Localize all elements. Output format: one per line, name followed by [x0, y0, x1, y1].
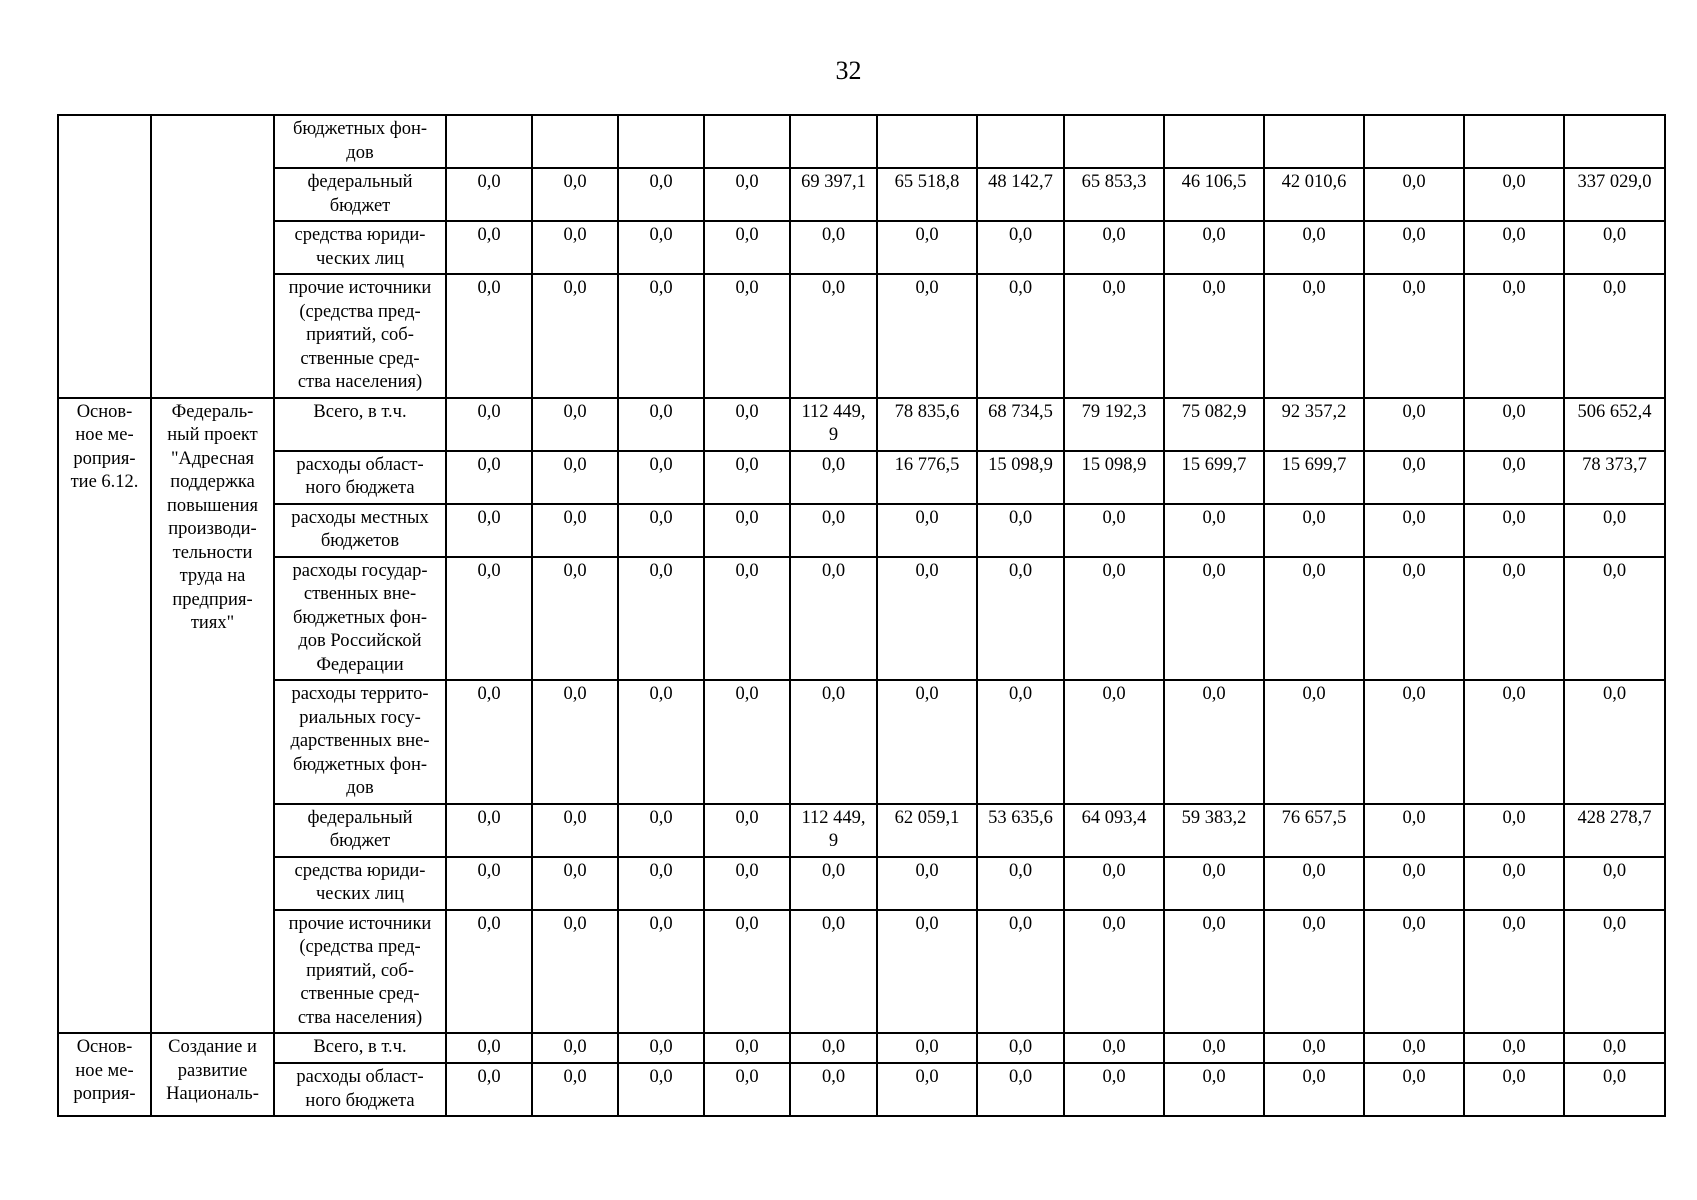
value-cell: 0,0	[532, 910, 618, 1034]
value-cell: 0,0	[446, 451, 532, 504]
value-cell: 0,0	[1564, 221, 1665, 274]
value-cell: 0,0	[1464, 504, 1564, 557]
title-cell	[151, 115, 274, 398]
value-cell: 0,0	[977, 274, 1064, 398]
value-cell: 0,0	[532, 451, 618, 504]
page-number: 32	[835, 56, 862, 85]
source-cell: бюджетных фон- дов	[274, 115, 446, 168]
value-cell: 0,0	[618, 221, 704, 274]
value-cell: 0,0	[704, 804, 790, 857]
value-cell: 0,0	[618, 857, 704, 910]
value-cell: 0,0	[790, 680, 877, 804]
source-cell: Всего, в т.ч.	[274, 398, 446, 451]
value-cell: 0,0	[446, 1033, 532, 1063]
value-cell: 0,0	[1364, 804, 1464, 857]
value-cell: 0,0	[446, 1063, 532, 1116]
value-cell: 65 853,3	[1064, 168, 1164, 221]
table-row	[58, 857, 1665, 910]
value-cell: 0,0	[1064, 910, 1164, 1034]
value-cell: 0,0	[1164, 557, 1264, 681]
value-cell: 428 278,7	[1564, 804, 1665, 857]
value-cell: 79 192,3	[1064, 398, 1164, 451]
value-cell: 0,0	[532, 504, 618, 557]
value-cell: 0,0	[532, 398, 618, 451]
value-cell: 0,0	[1464, 1063, 1564, 1116]
value-cell: 0,0	[1064, 680, 1164, 804]
source-cell: расходы област- ного бюджета	[274, 1063, 446, 1116]
value-cell: 0,0	[704, 680, 790, 804]
value-cell	[1064, 115, 1164, 168]
title-cell: Создание и развитие Националь-	[151, 1033, 274, 1116]
value-cell: 0,0	[1464, 221, 1564, 274]
source-cell: средства юриди- ческих лиц	[274, 857, 446, 910]
value-cell: 0,0	[1464, 398, 1564, 451]
value-cell: 0,0	[532, 1063, 618, 1116]
value-cell: 0,0	[1564, 680, 1665, 804]
value-cell: 0,0	[704, 398, 790, 451]
value-cell: 42 010,6	[1264, 168, 1364, 221]
table-row	[58, 910, 1665, 1034]
value-cell: 0,0	[790, 221, 877, 274]
value-cell: 65 518,8	[877, 168, 977, 221]
value-cell: 69 397,1	[790, 168, 877, 221]
value-cell: 0,0	[790, 1033, 877, 1063]
value-cell: 0,0	[1264, 274, 1364, 398]
value-cell: 0,0	[1364, 168, 1464, 221]
value-cell: 0,0	[790, 504, 877, 557]
value-cell: 0,0	[790, 1063, 877, 1116]
value-cell: 0,0	[1564, 1063, 1665, 1116]
value-cell: 0,0	[618, 398, 704, 451]
value-cell: 0,0	[1464, 910, 1564, 1034]
value-cell: 0,0	[1364, 557, 1464, 681]
value-cell: 0,0	[1364, 221, 1464, 274]
value-cell: 0,0	[1064, 857, 1164, 910]
value-cell	[977, 115, 1064, 168]
measure-cell: Основ- ное ме- роприя- тие 6.12.	[58, 398, 151, 1034]
value-cell: 0,0	[977, 1063, 1064, 1116]
value-cell: 0,0	[877, 274, 977, 398]
value-cell: 0,0	[1264, 910, 1364, 1034]
value-cell: 68 734,5	[977, 398, 1064, 451]
value-cell: 0,0	[532, 274, 618, 398]
value-cell: 0,0	[1464, 557, 1564, 681]
value-cell: 0,0	[1164, 221, 1264, 274]
value-cell: 0,0	[977, 1033, 1064, 1063]
value-cell: 0,0	[790, 451, 877, 504]
value-cell: 0,0	[790, 274, 877, 398]
value-cell: 0,0	[1164, 504, 1264, 557]
value-cell: 0,0	[704, 274, 790, 398]
value-cell: 0,0	[446, 221, 532, 274]
value-cell: 53 635,6	[977, 804, 1064, 857]
value-cell: 0,0	[1564, 1033, 1665, 1063]
value-cell: 0,0	[1164, 1033, 1264, 1063]
value-cell: 0,0	[877, 910, 977, 1034]
source-cell: расходы местных бюджетов	[274, 504, 446, 557]
value-cell: 0,0	[532, 221, 618, 274]
table-row	[58, 398, 1665, 451]
value-cell: 0,0	[877, 221, 977, 274]
value-cell: 15 699,7	[1164, 451, 1264, 504]
value-cell: 0,0	[446, 804, 532, 857]
value-cell: 0,0	[1364, 857, 1464, 910]
table-row	[58, 557, 1665, 681]
value-cell: 0,0	[704, 221, 790, 274]
value-cell: 0,0	[704, 1063, 790, 1116]
value-cell: 0,0	[1064, 1063, 1164, 1116]
value-cell: 0,0	[1564, 274, 1665, 398]
table-row	[58, 115, 1665, 168]
value-cell: 0,0	[977, 557, 1064, 681]
value-cell: 0,0	[1164, 680, 1264, 804]
value-cell: 0,0	[1364, 504, 1464, 557]
value-cell: 0,0	[1264, 1033, 1364, 1063]
value-cell: 0,0	[1164, 274, 1264, 398]
value-cell: 0,0	[532, 557, 618, 681]
value-cell: 112 449, 9	[790, 804, 877, 857]
value-cell: 0,0	[1564, 504, 1665, 557]
source-cell: федеральный бюджет	[274, 804, 446, 857]
value-cell: 0,0	[618, 804, 704, 857]
value-cell	[618, 115, 704, 168]
value-cell: 78 835,6	[877, 398, 977, 451]
value-cell: 0,0	[1164, 1063, 1264, 1116]
value-cell: 0,0	[446, 398, 532, 451]
source-cell: прочие источники (средства пред- приятий, соб- ственные сред- ства населения)	[274, 274, 446, 398]
value-cell: 59 383,2	[1164, 804, 1264, 857]
value-cell: 15 098,9	[977, 451, 1064, 504]
value-cell: 0,0	[1264, 680, 1364, 804]
value-cell	[1264, 115, 1364, 168]
value-cell: 0,0	[532, 804, 618, 857]
value-cell: 0,0	[532, 680, 618, 804]
title-cell: Федераль- ный проект "Адресная поддержка повышения производи- тельности труда на предприя- тиях"	[151, 398, 274, 1034]
value-cell: 0,0	[1364, 910, 1464, 1034]
value-cell	[1364, 115, 1464, 168]
table-row	[58, 504, 1665, 557]
value-cell: 0,0	[1564, 910, 1665, 1034]
value-cell: 46 106,5	[1164, 168, 1264, 221]
value-cell: 0,0	[446, 857, 532, 910]
value-cell: 0,0	[1364, 274, 1464, 398]
value-cell: 0,0	[704, 504, 790, 557]
value-cell: 0,0	[1264, 1063, 1364, 1116]
source-cell: прочие источники (средства пред- приятий, соб- ственные сред- ства населения)	[274, 910, 446, 1034]
value-cell	[532, 115, 618, 168]
value-cell: 0,0	[446, 557, 532, 681]
value-cell: 0,0	[446, 680, 532, 804]
value-cell: 0,0	[877, 557, 977, 681]
value-cell: 0,0	[446, 504, 532, 557]
value-cell: 0,0	[618, 557, 704, 681]
value-cell	[1464, 115, 1564, 168]
value-cell: 506 652,4	[1564, 398, 1665, 451]
value-cell: 0,0	[977, 504, 1064, 557]
value-cell: 15 699,7	[1264, 451, 1364, 504]
value-cell: 0,0	[1064, 274, 1164, 398]
budget-table	[57, 114, 1666, 1117]
value-cell: 0,0	[877, 1063, 977, 1116]
value-cell: 92 357,2	[1264, 398, 1364, 451]
table-row	[58, 804, 1665, 857]
value-cell: 0,0	[977, 857, 1064, 910]
value-cell: 0,0	[977, 910, 1064, 1034]
value-cell	[704, 115, 790, 168]
value-cell: 0,0	[618, 1063, 704, 1116]
value-cell: 0,0	[790, 910, 877, 1034]
table-row	[58, 1063, 1665, 1116]
value-cell: 0,0	[446, 168, 532, 221]
value-cell: 0,0	[1064, 1033, 1164, 1063]
source-cell: расходы государ- ственных вне- бюджетных фон- дов Российской Федерации	[274, 557, 446, 681]
value-cell	[790, 115, 877, 168]
table-row	[58, 451, 1665, 504]
value-cell: 0,0	[1464, 451, 1564, 504]
value-cell	[1164, 115, 1264, 168]
value-cell: 0,0	[1464, 274, 1564, 398]
value-cell	[877, 115, 977, 168]
value-cell: 0,0	[618, 168, 704, 221]
value-cell	[446, 115, 532, 168]
value-cell: 0,0	[1364, 451, 1464, 504]
value-cell	[1564, 115, 1665, 168]
value-cell: 62 059,1	[877, 804, 977, 857]
value-cell: 15 098,9	[1064, 451, 1164, 504]
value-cell: 0,0	[704, 910, 790, 1034]
value-cell: 0,0	[618, 451, 704, 504]
source-cell: Всего, в т.ч.	[274, 1033, 446, 1063]
value-cell: 0,0	[1264, 557, 1364, 681]
value-cell: 0,0	[1464, 168, 1564, 221]
source-cell: средства юриди- ческих лиц	[274, 221, 446, 274]
value-cell: 0,0	[1564, 557, 1665, 681]
value-cell: 0,0	[1564, 857, 1665, 910]
value-cell: 0,0	[1064, 504, 1164, 557]
source-cell: расходы террито- риальных госу- дарственных вне- бюджетных фон- дов	[274, 680, 446, 804]
value-cell: 0,0	[446, 910, 532, 1034]
value-cell: 16 776,5	[877, 451, 977, 504]
value-cell: 0,0	[790, 557, 877, 681]
value-cell: 0,0	[1364, 1063, 1464, 1116]
value-cell: 0,0	[618, 910, 704, 1034]
value-cell: 0,0	[1464, 680, 1564, 804]
value-cell: 0,0	[790, 857, 877, 910]
value-cell: 0,0	[446, 274, 532, 398]
table-row	[58, 168, 1665, 221]
value-cell: 0,0	[532, 857, 618, 910]
value-cell: 0,0	[877, 504, 977, 557]
value-cell: 75 082,9	[1164, 398, 1264, 451]
value-cell: 0,0	[1464, 857, 1564, 910]
value-cell: 0,0	[877, 680, 977, 804]
value-cell: 0,0	[877, 1033, 977, 1063]
measure-cell: Основ- ное ме- роприя-	[58, 1033, 151, 1116]
value-cell: 0,0	[1464, 1033, 1564, 1063]
value-cell: 0,0	[704, 557, 790, 681]
value-cell: 0,0	[1164, 910, 1264, 1034]
value-cell: 64 093,4	[1064, 804, 1164, 857]
value-cell: 0,0	[1364, 398, 1464, 451]
value-cell: 0,0	[1264, 857, 1364, 910]
value-cell: 0,0	[704, 168, 790, 221]
table-row	[58, 680, 1665, 804]
value-cell: 0,0	[704, 857, 790, 910]
source-cell: федеральный бюджет	[274, 168, 446, 221]
value-cell: 0,0	[1464, 804, 1564, 857]
value-cell: 337 029,0	[1564, 168, 1665, 221]
value-cell: 0,0	[1164, 857, 1264, 910]
value-cell: 0,0	[1264, 221, 1364, 274]
table-row	[58, 221, 1665, 274]
value-cell: 0,0	[1064, 221, 1164, 274]
value-cell: 76 657,5	[1264, 804, 1364, 857]
value-cell: 0,0	[618, 1033, 704, 1063]
value-cell: 0,0	[704, 1033, 790, 1063]
value-cell: 0,0	[704, 451, 790, 504]
value-cell: 0,0	[532, 1033, 618, 1063]
table-row	[58, 274, 1665, 398]
value-cell: 48 142,7	[977, 168, 1064, 221]
value-cell: 0,0	[618, 504, 704, 557]
value-cell: 0,0	[618, 680, 704, 804]
measure-cell	[58, 115, 151, 398]
value-cell: 0,0	[977, 680, 1064, 804]
value-cell: 0,0	[532, 168, 618, 221]
value-cell: 0,0	[1064, 557, 1164, 681]
value-cell: 112 449, 9	[790, 398, 877, 451]
value-cell: 0,0	[877, 857, 977, 910]
value-cell: 0,0	[977, 221, 1064, 274]
value-cell: 0,0	[1364, 680, 1464, 804]
table-row	[58, 1033, 1665, 1063]
value-cell: 0,0	[1264, 504, 1364, 557]
source-cell: расходы област- ного бюджета	[274, 451, 446, 504]
value-cell: 0,0	[618, 274, 704, 398]
value-cell: 0,0	[1364, 1033, 1464, 1063]
value-cell: 78 373,7	[1564, 451, 1665, 504]
